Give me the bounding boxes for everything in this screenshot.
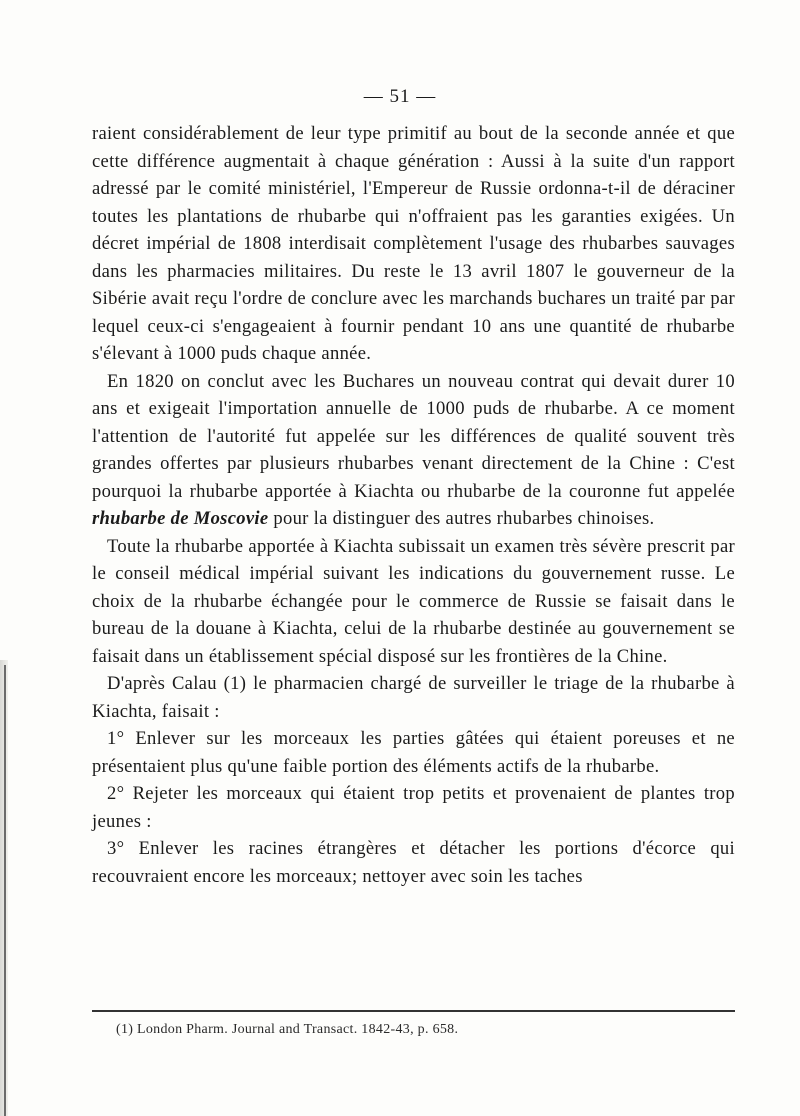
- page-edge-line: [4, 665, 6, 1116]
- list-item-1: [92, 725, 735, 780]
- paragraph-2-text: En 1820 on conclut avec les Buchares un nouveau contrat qui devait durer 10 ans et exigeait l'importation annuelle de 1000 puds de rhubarbe. A ce moment l'attention de l'autorité fut appelée sur les différences de qualité souvent très grandes offertes par plusieurs rhubarbes venant directement de la Chine : C'est pourquoi la rhubarbe apportée à Kiachta ou rhubarbe de la couronne fut appelée: [92, 370, 735, 502]
- paragraph-2: [92, 368, 735, 533]
- list-item-2-text: 2° Rejeter les morceaux qui étaient trop petits et provenaient de plantes trop jeunes :: [92, 783, 735, 832]
- list-item-3-text: 3° Enlever les racines étrangères et détacher les portions d'écorce qui recouvraient encore les morceaux; nettoyer avec soin les taches: [92, 838, 735, 887]
- footnote-divider: [92, 1010, 735, 1012]
- paragraph-3-text: Toute la rhubarbe apportée à Kiachta subissait un examen très sévère prescrit par le conseil médical impérial suivant les indications du gouvernement russe. Le choix de la rhubarbe échangée pour le commerce de Russie se faisait dans le bureau de la douane à Kiachta, celui de la rhubarbe destinée au gouvernement se faisait dans un établissement spécial disposé sur les frontières de la Chine.: [92, 535, 735, 667]
- paragraph-2-tail: pour la distinguer des autres rhubarbes chinoises.: [268, 508, 655, 529]
- list-item-2: [92, 780, 735, 835]
- body-text: [92, 120, 735, 890]
- paragraph-3: [92, 533, 735, 671]
- paragraph-1: [92, 120, 735, 368]
- list-item-3: [92, 835, 735, 890]
- paragraph-1-text: raient considérablement de leur type primitif au bout de la seconde année et que cette différence augmentait à chaque génération : Aussi à la suite d'un rapport adressé par le comité ministériel, l'Empereur de Russie ordonna-t-il de déraciner toutes les plantations de rhubarbe qui n'offraient pas les garanties exigées. Un décret impérial de 1808 interdisait complètement l'usage des rhubarbes sauvages dans les pharmacies militaires. Du reste le 13 avril 1807 le gouverneur de la Sibérie avait reçu l'ordre de conclure avec les marchands buchares un traité par par lequel ceux-ci s'engageaient à fournir pendant 10 ans une quantité de rhubarbe s'élevant à 1000 puds chaque année.: [92, 123, 735, 364]
- paragraph-4-text: D'après Calau (1) le pharmacien chargé de surveiller le triage de la rhubarbe à Kiachta, faisait :: [92, 673, 735, 722]
- list-item-1-text: 1° Enlever sur les morceaux les parties gâtées qui étaient poreuses et ne présentaient plus qu'une faible portion des éléments actifs de la rhubarbe.: [92, 728, 735, 777]
- paragraph-4: [92, 670, 735, 725]
- italic-term: rhubarbe de Moscovie: [92, 508, 269, 529]
- footnote: (1) London Pharm. Journal and Transact. 1842-43, p. 658.: [116, 1022, 459, 1037]
- page-number-header: — 51 —: [363, 86, 437, 107]
